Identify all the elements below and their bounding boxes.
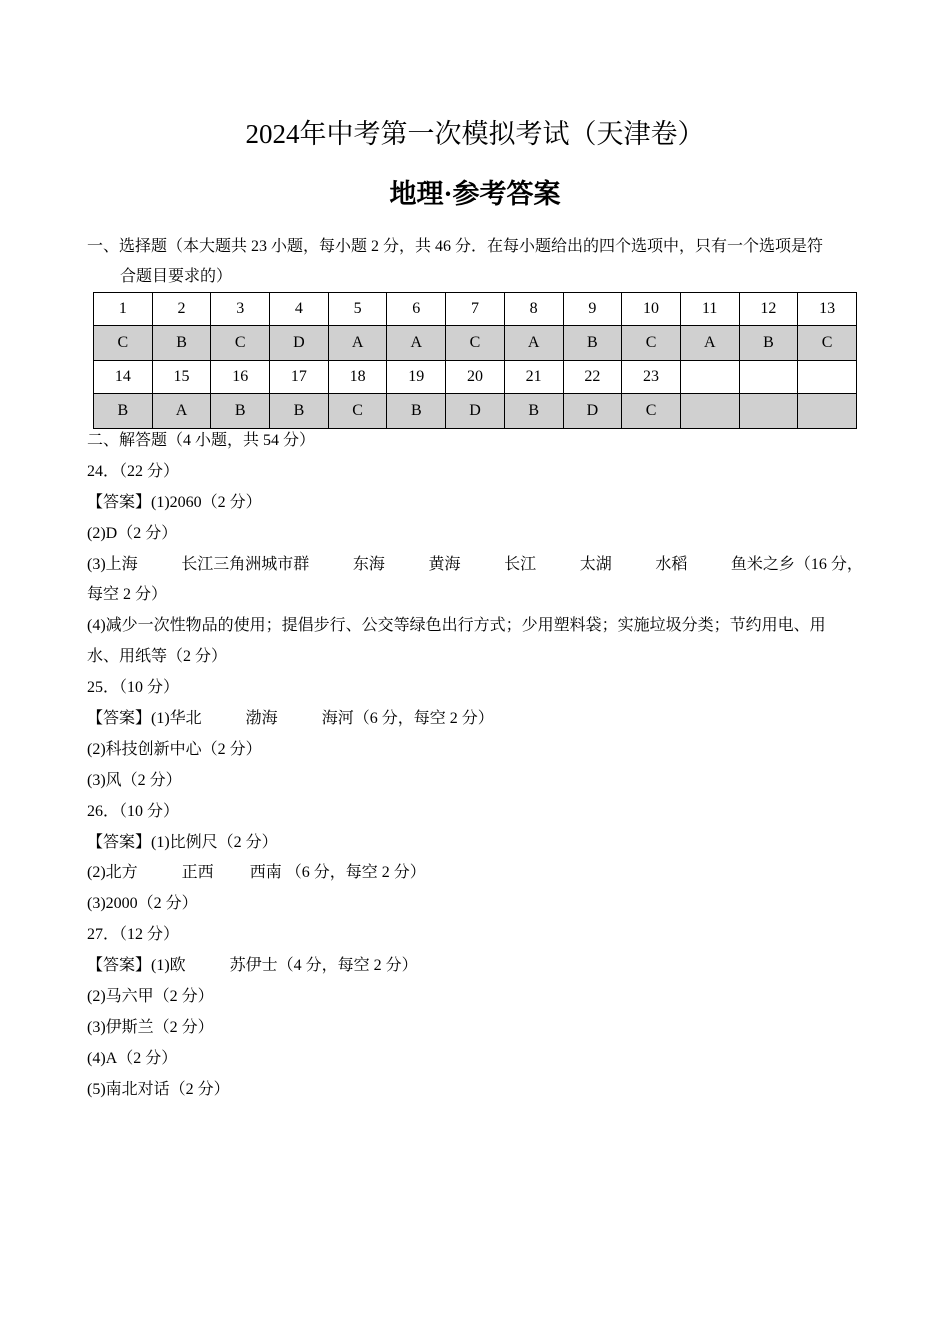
answer-letter-cell: D	[446, 394, 505, 429]
q27-answer-5: (5)南北对话（2 分）	[87, 1080, 230, 1098]
question-number-cell: 13	[798, 293, 857, 326]
question-number-cell	[680, 361, 739, 394]
q24-answer-1: 【答案】(1)2060（2 分）	[87, 493, 262, 511]
q27-answer-2: (2)马六甲（2 分）	[87, 988, 214, 1006]
question-number-cell	[798, 361, 857, 394]
answer-letter-row	[94, 394, 857, 429]
answer-letter-row	[94, 326, 857, 361]
q24-a3-item: 长江	[504, 555, 537, 573]
q25-a1-item: 【答案】(1)华北	[87, 710, 202, 728]
question-number-cell: 10	[622, 293, 681, 326]
section1-line2: 合题目要求的）	[120, 268, 233, 285]
q24-a3-item: 黄海	[428, 555, 461, 573]
question-number-cell: 5	[328, 293, 387, 326]
answer-letter-cell: B	[94, 394, 153, 429]
section2-heading: 二、解答题（4 小题，共 54 分）	[87, 432, 316, 449]
q27-a1-item: 苏伊士（4 分，每空 2 分）	[229, 957, 418, 975]
question-number-cell: 19	[387, 361, 446, 394]
answer-letter-cell: C	[798, 326, 857, 361]
page-subtitle: 地理·参考答案	[389, 179, 561, 209]
question-number-cell	[739, 361, 798, 394]
q27-answer-4: (4)A（2 分）	[87, 1049, 178, 1067]
q24-number: 24．（22 分）	[87, 462, 180, 480]
section2	[87, 426, 863, 1106]
q26-answer-2	[87, 858, 863, 889]
question-number-row	[94, 361, 857, 394]
q24-answer-4-line2: 水、用纸等（2 分）	[87, 648, 228, 666]
answer-letter-cell: C	[211, 326, 270, 361]
q25-number: 25．（10 分）	[87, 679, 180, 697]
q25-answer-3: (3)风（2 分）	[87, 771, 182, 789]
q25-answer-2: (2)科技创新中心（2 分）	[87, 740, 262, 758]
question-number-cell: 6	[387, 293, 446, 326]
question-number-cell: 12	[739, 293, 798, 326]
q24-answer-3-cont: 每空 2 分）	[87, 586, 168, 604]
question-number-cell: 20	[446, 361, 505, 394]
question-number-cell: 2	[152, 293, 211, 326]
answer-letter-cell: B	[211, 394, 270, 429]
question-number-cell: 23	[622, 361, 681, 394]
answer-letter-cell: A	[328, 326, 387, 361]
answer-letter-cell: C	[446, 326, 505, 361]
question-number-cell: 4	[270, 293, 329, 326]
q26-answer-3: (3)2000（2 分）	[87, 895, 198, 913]
answer-letter-cell: C	[622, 394, 681, 429]
answer-letter-cell: B	[739, 326, 798, 361]
answer-letter-cell	[739, 394, 798, 429]
section1-heading	[87, 232, 867, 292]
q24-a3-item: (3)上海	[87, 555, 138, 573]
answer-letter-cell: D	[563, 394, 622, 429]
q26-a2-item: 正西	[181, 864, 214, 882]
q27-number: 27．（12 分）	[87, 926, 180, 944]
question-number-cell: 18	[328, 361, 387, 394]
q26-answer-1: 【答案】(1)比例尺（2 分）	[87, 833, 278, 851]
answer-letter-cell: A	[504, 326, 563, 361]
question-number-row	[94, 293, 857, 326]
q24-answer-3	[87, 550, 863, 581]
q25-a1-item: 海河（6 分，每空 2 分）	[321, 710, 494, 728]
page-title: 2024年中考第一次模拟考试（天津卷）	[245, 119, 705, 149]
q25-answer-1	[87, 704, 863, 735]
answer-letter-cell: A	[387, 326, 446, 361]
q27-answer-3: (3)伊斯兰（2 分）	[87, 1018, 214, 1036]
answer-letter-cell: B	[504, 394, 563, 429]
answer-letter-cell: C	[622, 326, 681, 361]
section1-line1: 一、选择题（本大题共 23 小题，每小题 2 分，共 46 分．在每小题给出的四个选项中，只有一个选项是符	[87, 238, 824, 255]
q24-answer-2: (2)D（2 分）	[87, 524, 178, 542]
q27-a1-item: 【答案】(1)欧	[87, 957, 186, 975]
answer-letter-cell: D	[270, 326, 329, 361]
question-number-cell: 15	[152, 361, 211, 394]
answer-letter-cell: B	[152, 326, 211, 361]
question-number-cell: 11	[680, 293, 739, 326]
answer-letter-cell: B	[387, 394, 446, 429]
answer-letter-cell: A	[152, 394, 211, 429]
answer-letter-cell: C	[328, 394, 387, 429]
question-number-cell: 17	[270, 361, 329, 394]
q27-answer-1	[87, 951, 863, 982]
answer-letter-cell	[680, 394, 739, 429]
answer-letter-cell: A	[680, 326, 739, 361]
question-number-cell: 14	[94, 361, 153, 394]
question-number-cell: 9	[563, 293, 622, 326]
q24-a3-item: 东海	[352, 555, 385, 573]
question-number-cell: 1	[94, 293, 153, 326]
q25-a1-item: 渤海	[245, 710, 278, 728]
q26-a2-item: 西南 （6 分，每空 2 分）	[249, 864, 426, 882]
q24-a3-item: 太湖	[579, 555, 612, 573]
question-number-cell: 16	[211, 361, 270, 394]
answer-table	[93, 292, 857, 429]
answer-letter-cell: B	[563, 326, 622, 361]
answer-letter-cell	[798, 394, 857, 429]
answer-letter-cell: C	[94, 326, 153, 361]
question-number-cell: 8	[504, 293, 563, 326]
q24-answer-4-line1: (4)减少一次性物品的使用；提倡步行、公交等绿色出行方式；少用塑料袋；实施垃圾分类；节约用电、用	[87, 617, 826, 635]
q26-number: 26．（10 分）	[87, 802, 180, 820]
question-number-cell: 22	[563, 361, 622, 394]
q24-a3-item: 长江三角洲城市群	[181, 555, 310, 573]
question-number-cell: 7	[446, 293, 505, 326]
question-number-cell: 3	[211, 293, 270, 326]
answer-letter-cell: B	[270, 394, 329, 429]
q24-a3-item: 鱼米之乡（16 分，	[730, 555, 863, 573]
q26-a2-item: (2)北方	[87, 864, 138, 882]
q24-a3-item: 水稻	[655, 555, 688, 573]
question-number-cell: 21	[504, 361, 563, 394]
